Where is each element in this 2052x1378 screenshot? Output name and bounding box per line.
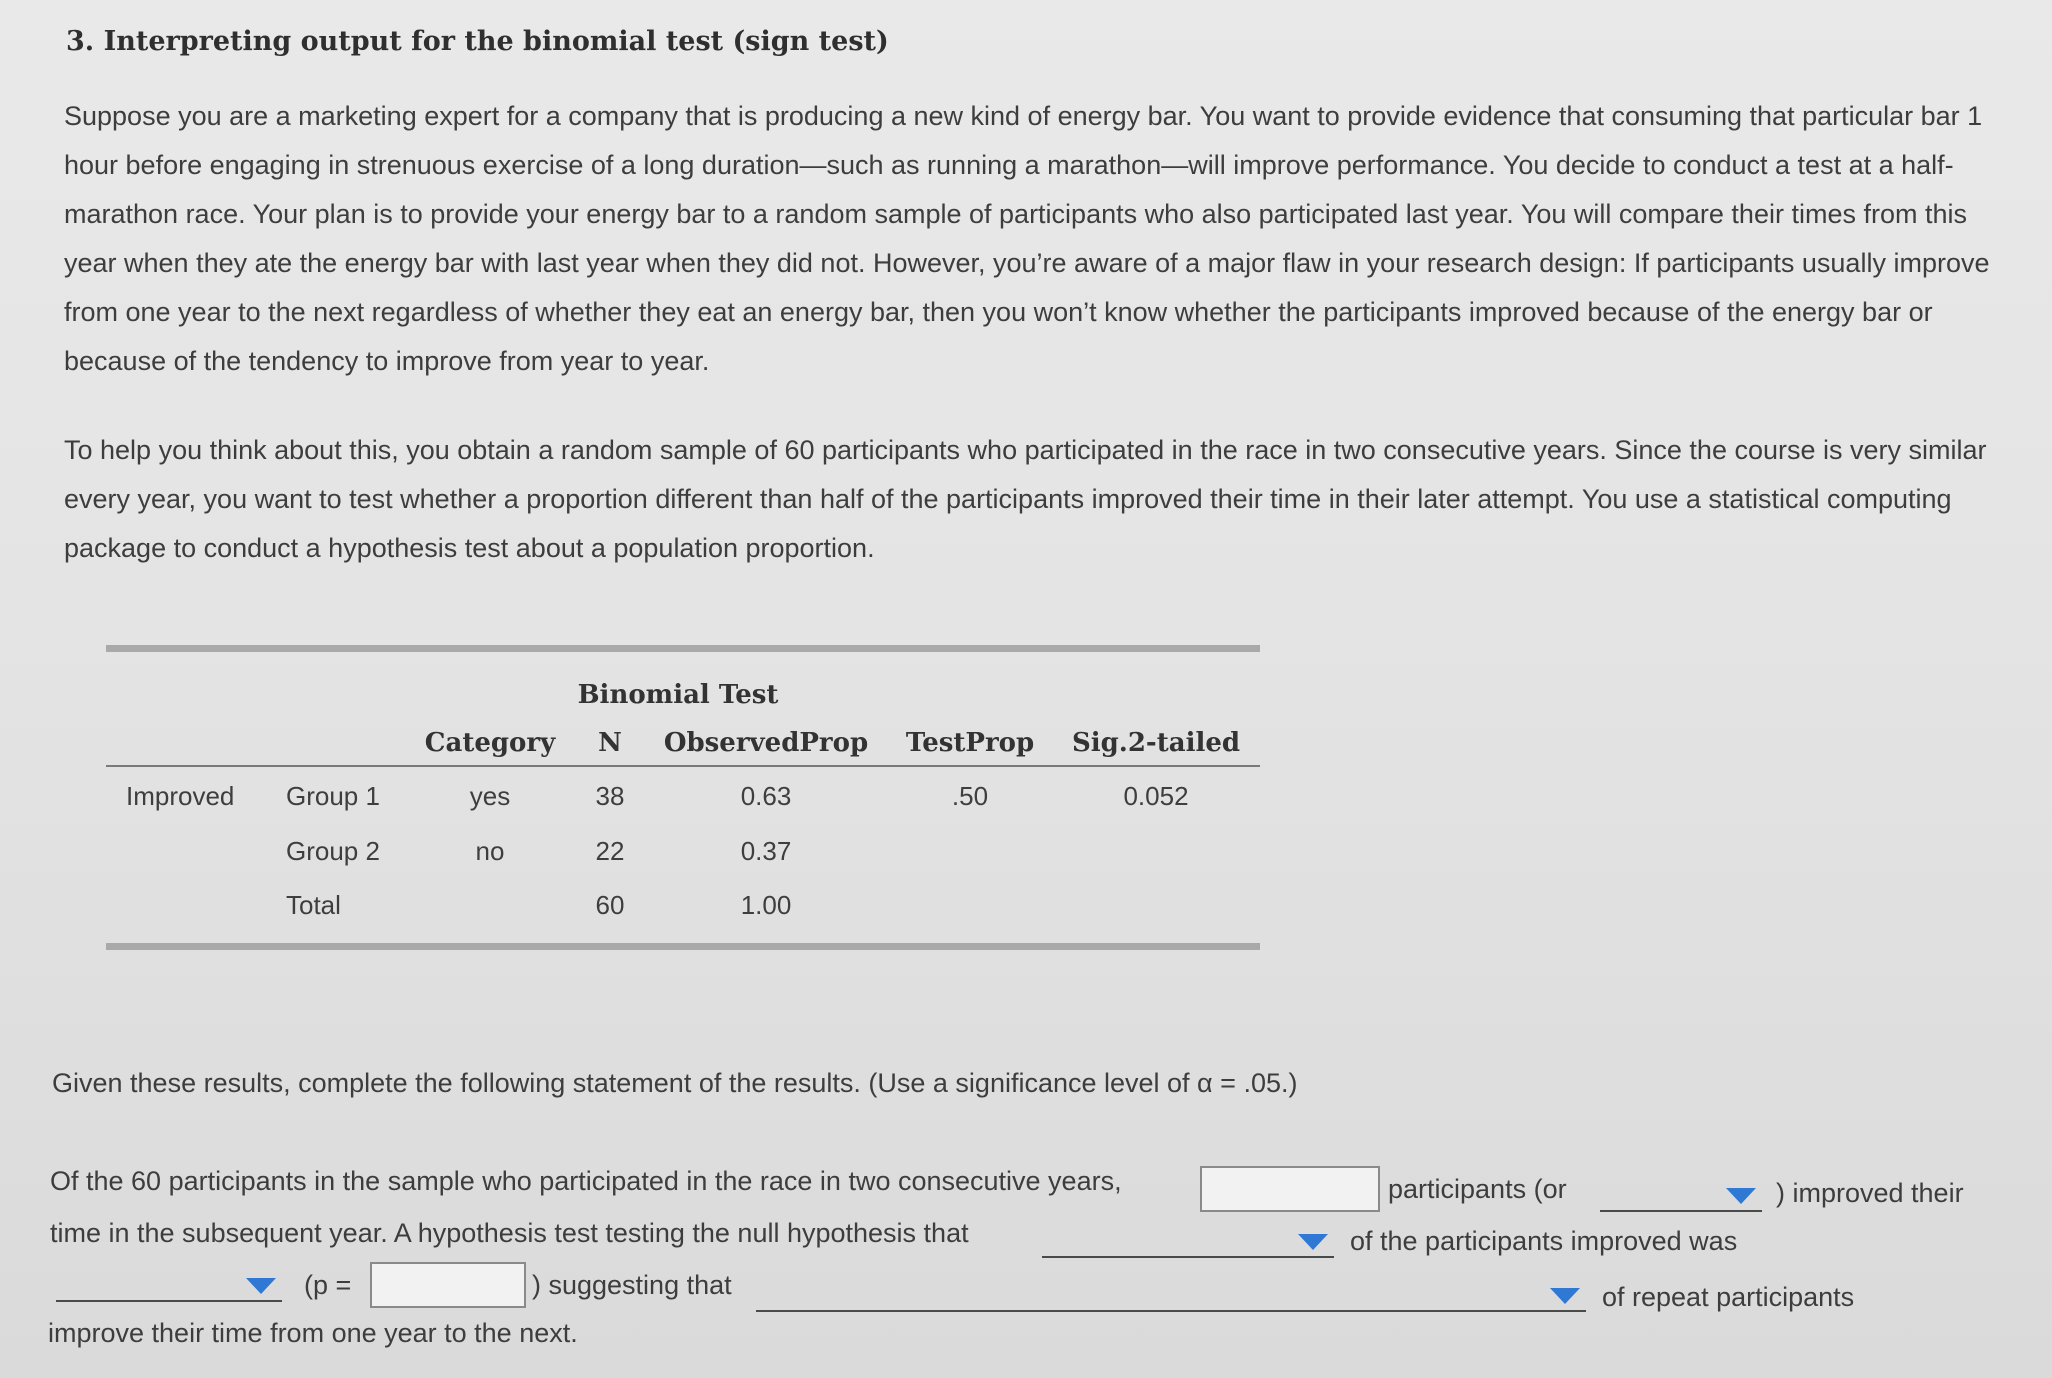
scenario-text: Suppose you are a marketing expert for a company that is producing a new kind of energy bar. You want to provide evidence that consuming that particular bar 1 hour before engaging in strenuous exercise of a long duration—such as running a marathon—will improve performance. You decide to conduct a test at a half-marathon race. Your plan is to provide your energy bar to a random sample of participants who also participated last year. You will compare their times from this year when they ate the energy bar with last year when they did not. However, you’re aware of a major flaw in your research design: If participants usually improve from one year to the next regardless of whether they eat an energy bar, then you won’t know whether the participants improved because of the energy bar or because of the tendency to improve from year to year. bbox=[64, 101, 1990, 376]
row-label-improved: Improved bbox=[126, 781, 235, 811]
row-3-n: 60 bbox=[595, 890, 625, 920]
question-title: 3. Interpreting output for the binomial test (sign test) bbox=[66, 26, 889, 57]
row-2-n: 22 bbox=[595, 836, 625, 866]
null-hypothesis-dropdown[interactable] bbox=[1042, 1228, 1334, 1258]
row-2-observed-prop: 0.37 bbox=[740, 836, 792, 866]
table-title: Binomial Test bbox=[577, 680, 779, 710]
statement-segment-5: of the participants improved was bbox=[1350, 1226, 1738, 1256]
statement-segment-4: time in the subsequent year. A hypothesis test testing the null hypothesis that bbox=[50, 1218, 969, 1248]
header-observed-prop: ObservedProp bbox=[663, 728, 869, 758]
sample-paragraph bbox=[64, 426, 2004, 573]
statement-segment-7: ) suggesting that bbox=[532, 1270, 732, 1300]
row-group-1: Group 1 bbox=[286, 781, 380, 811]
binomial-test-table bbox=[106, 645, 1260, 955]
row-1-category: yes bbox=[469, 781, 511, 811]
statement-segment-3: ) improved their bbox=[1776, 1178, 1964, 1208]
row-1-n: 38 bbox=[595, 781, 625, 811]
row-2-category: no bbox=[475, 836, 505, 866]
row-group-2: Group 2 bbox=[286, 836, 380, 866]
scenario-paragraph bbox=[64, 92, 2004, 386]
chevron-down-icon bbox=[1726, 1188, 1756, 1204]
chevron-down-icon bbox=[1550, 1288, 1580, 1304]
row-3-observed-prop: 1.00 bbox=[740, 890, 792, 920]
header-n: N bbox=[598, 728, 622, 758]
row-1-test-prop: .50 bbox=[951, 781, 989, 811]
chevron-down-icon bbox=[246, 1278, 276, 1294]
statement-segment-8: of repeat participants bbox=[1602, 1282, 1855, 1312]
significance-dropdown[interactable] bbox=[56, 1272, 282, 1302]
statement-segment-2: participants (or bbox=[1388, 1174, 1567, 1204]
sample-text: To help you think about this, you obtain a random sample of 60 participants who participated in the race in two consecutive years. Since the course is very similar every year, you want to test whether a proportion different than half of the participants improved their time in their later attempt. You use a statistical computing package to conduct a hypothesis test about a population proportion. bbox=[64, 435, 1987, 563]
table-bottom-rule bbox=[106, 943, 1260, 950]
header-category: Category bbox=[424, 728, 556, 758]
conclusion-dropdown[interactable] bbox=[756, 1282, 1586, 1312]
header-test-prop: TestProp bbox=[905, 728, 1035, 758]
row-total: Total bbox=[286, 890, 341, 920]
chevron-down-icon bbox=[1298, 1234, 1328, 1250]
row-1-observed-prop: 0.63 bbox=[740, 781, 792, 811]
statement-segment-6: (p = bbox=[304, 1270, 352, 1300]
statement-segment-9: improve their time from one year to the next. bbox=[48, 1318, 578, 1348]
table-top-rule bbox=[106, 645, 1260, 652]
statement-segment-1: Of the 60 participants in the sample who participated in the race in two consecutive years, bbox=[50, 1166, 1122, 1196]
percent-dropdown[interactable] bbox=[1600, 1182, 1762, 1212]
p-value-input[interactable] bbox=[370, 1262, 526, 1308]
participant-count-input[interactable] bbox=[1200, 1166, 1380, 1212]
header-sig-2-tailed: Sig.2-tailed bbox=[1071, 728, 1241, 758]
instructions-text: Given these results, complete the following statement of the results. (Use a significance level of α = .05.) bbox=[52, 1068, 1298, 1098]
row-1-sig: 0.052 bbox=[1123, 781, 1189, 811]
table-header-rule bbox=[106, 765, 1260, 767]
